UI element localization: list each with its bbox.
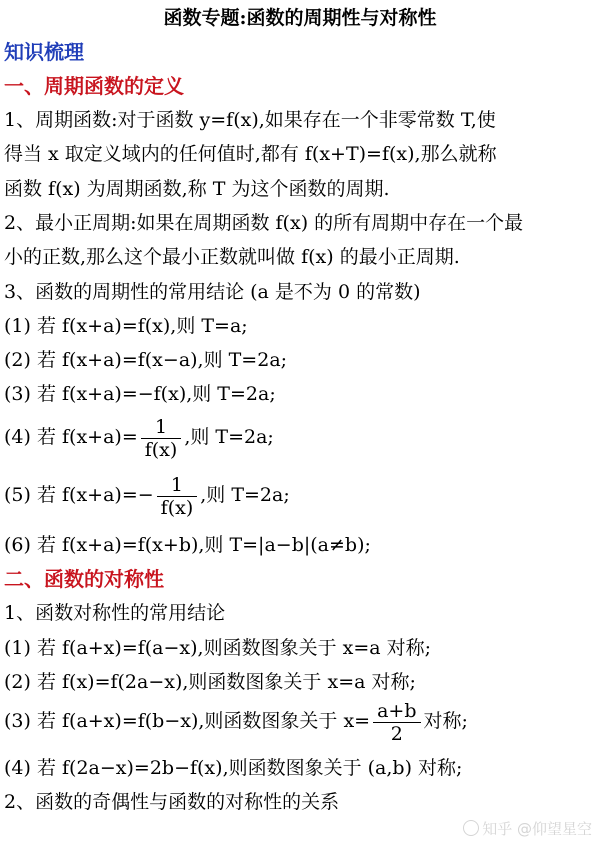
symmetry-item-1: (1) 若 f(a+x)=f(a−x),则函数图象关于 x=a 对称; [4,637,432,659]
symmetry-item-3-pre: (3) 若 f(a+x)=f(b−x),则函数图象关于 x= [4,710,371,732]
parity-symmetry-heading: 2、函数的奇偶性与函数的对称性的关系 [4,791,340,813]
fraction-denominator: f(x) [144,438,178,461]
period-item-5-pre: (5) 若 f(x+a)=− [4,484,154,506]
period-item-2: (2) 若 f(x+a)=f(x−a),则 T=2a; [4,349,288,371]
knowledge-heading: 知识梳理 [4,40,84,64]
period-item-5 [4,470,290,520]
period-item-4-post: ,则 T=2a; [184,426,274,448]
def-periodic-line-3: 函数 f(x) 为周期函数,称 T 为这个函数的周期. [4,178,390,200]
period-item-4 [4,412,274,462]
symmetry-item-3-post: 对称; [423,710,468,732]
period-item-1: (1) 若 f(x+a)=f(x),则 T=a; [4,315,248,337]
symmetry-item-2: (2) 若 f(x)=f(2a−x),则函数图象关于 x=a 对称; [4,671,416,693]
period-item-3: (3) 若 f(x+a)=−f(x),则 T=2a; [4,383,276,405]
fraction-denominator: 2 [390,722,403,745]
def-periodic-line-2: 得当 x 取定义域内的任何值时,都有 f(x+T)=f(x),那么就称 [4,143,497,165]
period-item-4-pre: (4) 若 f(x+a)= [4,426,138,448]
period-item-6: (6) 若 f(x+a)=f(x+b),则 T=|a−b|(a≠b); [4,534,371,556]
period-conclusions-heading: 3、函数的周期性的常用结论 (a 是不为 0 的常数) [4,281,421,303]
symmetry-item-4: (4) 若 f(2a−x)=2b−f(x),则函数图象关于 (a,b) 对称; [4,757,463,779]
def-periodic-line-1: 1、周期函数:对于函数 y=f(x),如果存在一个非零常数 T,使 [4,109,496,131]
fraction-numerator: a+b [373,700,420,723]
watermark-text: 知乎 @仰望星空 [482,820,592,838]
section1-heading: 一、周期函数的定义 [4,74,184,98]
watermark [463,818,592,839]
symmetry-sub-heading: 1、函数对称性的常用结论 [4,602,226,624]
fraction-denominator: f(x) [160,496,194,519]
def-min-period-line-1: 2、最小正周期:如果在周期函数 f(x) 的所有周期中存在一个最 [4,212,524,234]
section2-heading: 二、函数的对称性 [4,567,164,591]
fraction-numerator: 1 [141,416,182,439]
fraction-numerator: 1 [157,474,198,497]
symmetry-item-3 [4,696,468,746]
page-title: 函数专题:函数的周期性与对称性 [163,7,437,29]
period-item-5-fraction [157,474,198,519]
wechat-icon [463,820,479,836]
def-min-period-line-2: 小的正数,那么这个最小正数就叫做 f(x) 的最小正周期. [4,246,460,268]
period-item-5-post: ,则 T=2a; [200,484,290,506]
symmetry-item-3-fraction [373,700,420,745]
period-item-4-fraction [141,416,182,461]
